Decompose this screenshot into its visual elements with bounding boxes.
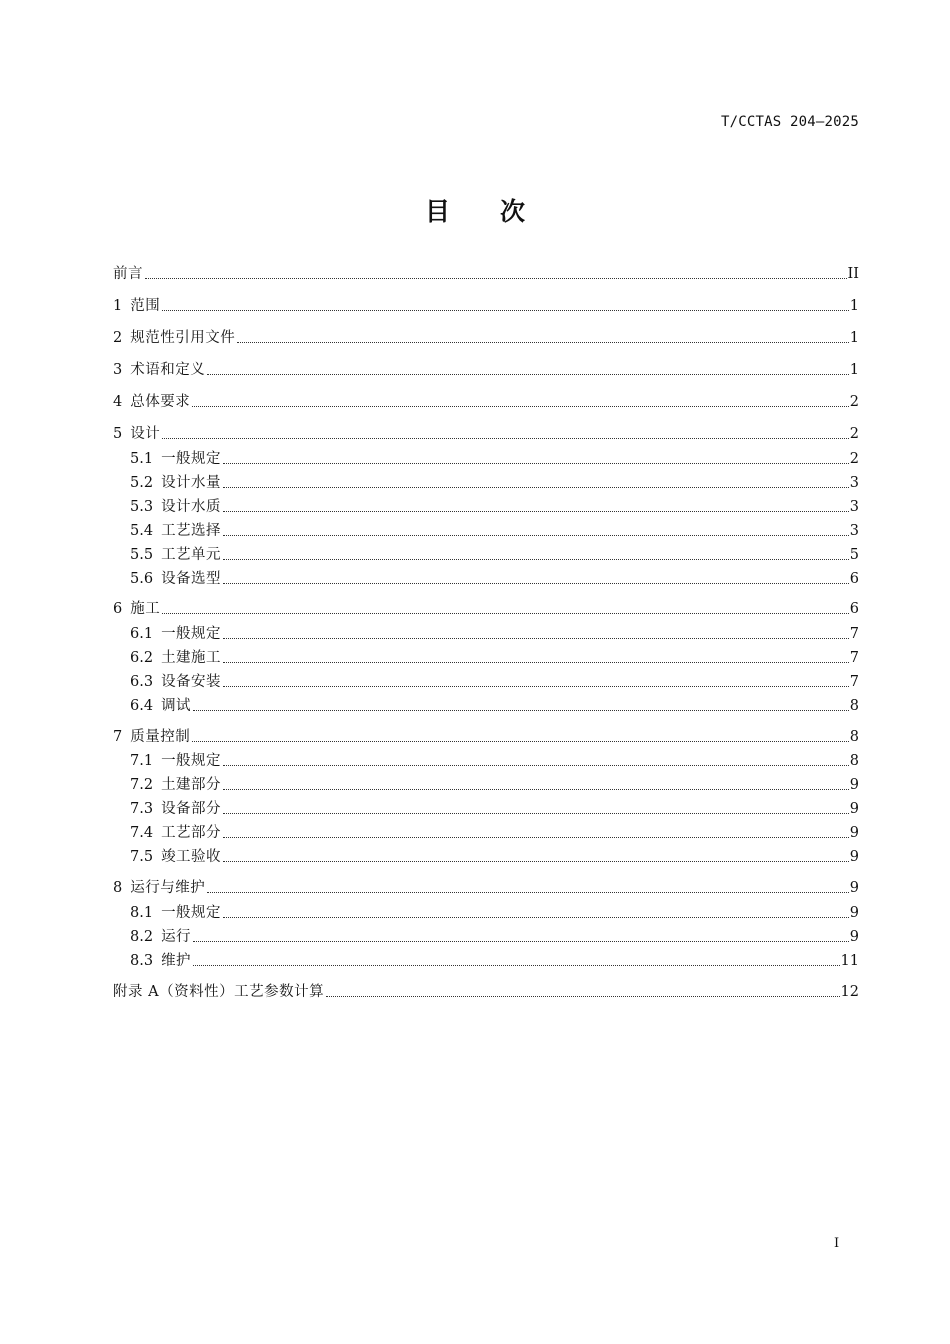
toc-entry[interactable] (113, 295, 859, 317)
toc-entry-page: 9 (849, 905, 859, 921)
toc-entry-page: 7 (849, 674, 859, 690)
toc-entry[interactable] (130, 520, 859, 542)
toc-title: 目次 (424, 197, 575, 226)
toc-entry-page: 1 (849, 298, 859, 314)
toc-dot-leader (207, 374, 849, 375)
toc-entry-number: 7.4 (130, 825, 154, 841)
toc-dot-leader (223, 813, 849, 814)
toc-dot-leader (223, 487, 849, 488)
toc-dot-leader (207, 892, 849, 893)
toc-entry-page: 9 (849, 849, 859, 865)
toc-entry-label: 维护 (161, 953, 192, 969)
toc-dot-leader (193, 965, 839, 966)
toc-entry[interactable] (130, 647, 859, 669)
toc-entry[interactable] (113, 423, 859, 445)
toc-entry-page: II (847, 266, 859, 282)
toc-entry[interactable] (130, 472, 859, 494)
toc-entry[interactable] (113, 877, 859, 899)
toc-entry-label: 工艺选择 (161, 523, 222, 539)
toc-entry[interactable] (130, 926, 859, 948)
toc-entry-label: 工艺部分 (161, 825, 222, 841)
toc-entry-number: 2 (113, 330, 123, 346)
page-number: I (834, 1236, 840, 1251)
toc-entry[interactable] (113, 391, 859, 413)
toc-entry-page: 3 (849, 475, 859, 491)
toc-entry-page: 9 (849, 777, 859, 793)
toc-dot-leader (237, 342, 849, 343)
toc-entry-number: 8.1 (130, 905, 154, 921)
toc-entry-label: 范围 (130, 298, 161, 314)
toc-entry-page: 8 (849, 698, 859, 714)
toc-entry-number: 7.1 (130, 753, 154, 769)
toc-entry-page: 2 (849, 394, 859, 410)
toc-entry-page: 5 (849, 547, 859, 563)
toc-entry-number: 8.2 (130, 929, 154, 945)
toc-entry-label: 设计 (130, 426, 161, 442)
toc-entry[interactable] (113, 327, 859, 349)
toc-entry[interactable] (130, 950, 859, 972)
toc-entry-number: 6.4 (130, 698, 154, 714)
toc-entry-number: 5.2 (130, 475, 154, 491)
toc-entry-label: 术语和定义 (130, 362, 206, 378)
toc-entry-page: 9 (849, 929, 859, 945)
toc-entry-label: 工艺单元 (161, 547, 222, 563)
toc-entry-page: 6 (849, 601, 859, 617)
toc-entry-page: 7 (849, 626, 859, 642)
toc-dot-leader (162, 438, 849, 439)
toc-entry-label: 设备选型 (161, 571, 222, 587)
toc-entry-number: 8 (113, 880, 123, 896)
toc-dot-leader (223, 559, 849, 560)
toc-entry-label: 运行 (161, 929, 192, 945)
toc-entry[interactable] (113, 598, 859, 620)
toc-entry-number: 4 (113, 394, 123, 410)
toc-list (113, 0, 859, 1344)
toc-entry-label: 规范性引用文件 (130, 330, 236, 346)
toc-dot-leader (223, 511, 849, 512)
toc-dot-leader (223, 463, 849, 464)
toc-entry-label: 调试 (161, 698, 192, 714)
toc-entry[interactable] (130, 544, 859, 566)
toc-entry-number: 7 (113, 729, 123, 745)
toc-entry-label: 一般规定 (161, 451, 222, 467)
toc-dot-leader (223, 686, 849, 687)
toc-dot-leader (223, 837, 849, 838)
toc-entry[interactable] (113, 726, 859, 748)
toc-entry-page: 8 (849, 729, 859, 745)
toc-entry-number: 6 (113, 601, 123, 617)
toc-entry[interactable] (130, 902, 859, 924)
toc-entry[interactable] (130, 695, 859, 717)
toc-dot-leader (162, 310, 849, 311)
toc-entry-page: 9 (849, 880, 859, 896)
toc-entry-label: 设计水质 (161, 499, 222, 515)
toc-dot-leader (192, 406, 849, 407)
toc-entry-page: 9 (849, 825, 859, 841)
toc-dot-leader (223, 662, 849, 663)
toc-entry-number: 8.3 (130, 953, 154, 969)
toc-entry-page: 9 (849, 801, 859, 817)
toc-entry-label: 竣工验收 (161, 849, 222, 865)
toc-entry-number: 5.1 (130, 451, 154, 467)
toc-entry-page: 1 (849, 330, 859, 346)
toc-entry-label: 一般规定 (161, 626, 222, 642)
toc-dot-leader (192, 741, 849, 742)
toc-dot-leader (223, 861, 849, 862)
toc-entry[interactable] (113, 263, 859, 285)
toc-entry-number: 5.4 (130, 523, 154, 539)
toc-entry[interactable] (130, 496, 859, 518)
toc-entry[interactable] (130, 448, 859, 470)
toc-entry-number: 5 (113, 426, 123, 442)
document-code: T/CCTAS 204—2025 (720, 114, 859, 130)
toc-entry-number: 7.5 (130, 849, 154, 865)
toc-entry-number: 7.3 (130, 801, 154, 817)
toc-entry-number: 5.6 (130, 571, 154, 587)
toc-dot-leader (145, 278, 847, 279)
toc-dot-leader (223, 917, 849, 918)
toc-entry-label: 一般规定 (161, 905, 222, 921)
toc-entry-page: 2 (849, 451, 859, 467)
toc-entry-page: 2 (849, 426, 859, 442)
toc-entry[interactable] (130, 671, 859, 693)
toc-dot-leader (326, 996, 839, 997)
toc-entry-page: 11 (840, 953, 859, 969)
toc-entry-label: 设备安装 (161, 674, 222, 690)
toc-entry-page: 8 (849, 753, 859, 769)
toc-entry-label: 质量控制 (130, 729, 191, 745)
toc-entry-label: 土建部分 (161, 777, 222, 793)
toc-entry-label: 施工 (130, 601, 161, 617)
toc-entry-page: 12 (840, 984, 859, 1000)
toc-entry[interactable] (130, 623, 859, 645)
toc-entry-number: 5.5 (130, 547, 154, 563)
toc-entry-number: 5.3 (130, 499, 154, 515)
toc-dot-leader (193, 710, 849, 711)
toc-entry[interactable] (113, 359, 859, 381)
toc-entry-number: 3 (113, 362, 123, 378)
toc-entry[interactable] (130, 750, 859, 772)
toc-entry-label: 前言 (113, 266, 143, 282)
toc-entry-page: 1 (849, 362, 859, 378)
toc-entry-page: 3 (849, 499, 859, 515)
toc-entry-number: 7.2 (130, 777, 154, 793)
toc-entry-label: 运行与维护 (130, 880, 206, 896)
toc-entry[interactable] (130, 846, 859, 868)
toc-entry-page: 7 (849, 650, 859, 666)
toc-entry-label: 一般规定 (161, 753, 222, 769)
toc-entry-label: 设备部分 (161, 801, 222, 817)
toc-entry-number: 6.1 (130, 626, 154, 642)
toc-dot-leader (223, 638, 849, 639)
toc-entry[interactable] (130, 822, 859, 844)
toc-entry-label: 设计水量 (161, 475, 222, 491)
toc-entry-label: 总体要求 (130, 394, 191, 410)
toc-entry-label: 附录 A（资料性）工艺参数计算 (113, 984, 325, 1000)
toc-entry-label: 土建施工 (161, 650, 222, 666)
toc-entry[interactable] (130, 798, 859, 820)
toc-dot-leader (223, 789, 849, 790)
toc-entry-number: 6.2 (130, 650, 154, 666)
toc-entry[interactable] (130, 774, 859, 796)
toc-dot-leader (223, 765, 849, 766)
toc-entry-page: 3 (849, 523, 859, 539)
toc-entry-number: 1 (113, 298, 123, 314)
toc-entry-page: 6 (849, 571, 859, 587)
toc-dot-leader (223, 535, 849, 536)
toc-dot-leader (162, 613, 849, 614)
toc-dot-leader (223, 583, 849, 584)
toc-entry[interactable] (130, 568, 859, 590)
toc-entry-number: 6.3 (130, 674, 154, 690)
toc-entry[interactable] (113, 981, 859, 1003)
toc-dot-leader (193, 941, 849, 942)
